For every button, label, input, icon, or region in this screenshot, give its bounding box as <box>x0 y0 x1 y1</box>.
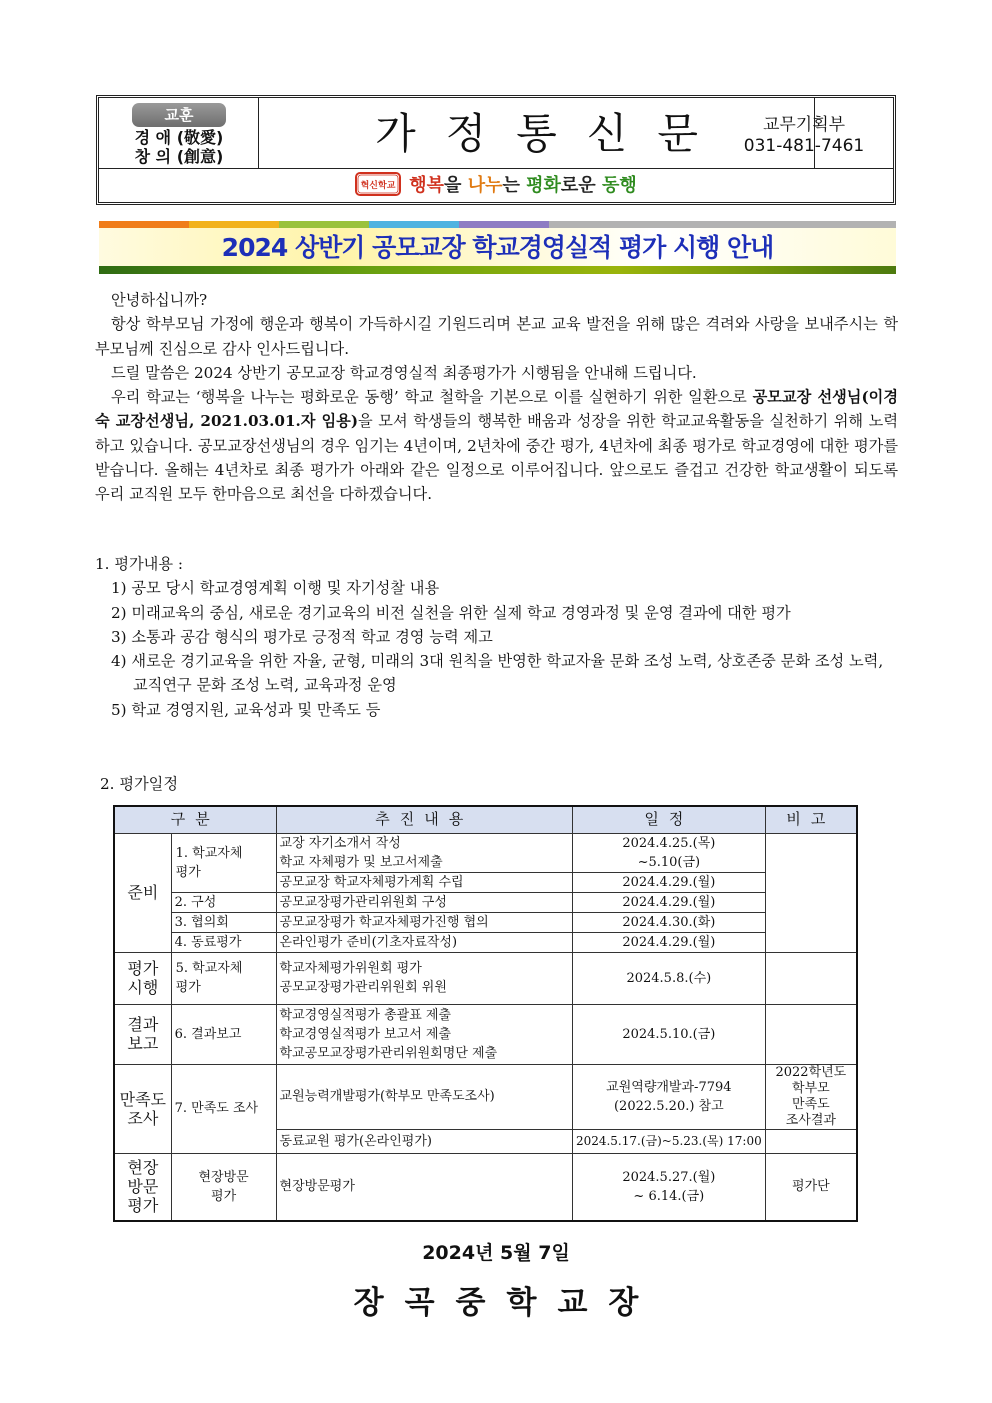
greeting: 안녕하십니까? <box>111 291 208 309</box>
date-cell: 2024.5.27.(월) ~ 6.14.(금) <box>572 1153 765 1221</box>
category-cell: 결과 보고 <box>114 1004 171 1064</box>
date-cell: 2024.4.25.(목) ~5.10(금) <box>572 833 765 872</box>
note-cell <box>765 1004 857 1064</box>
section-2-heading: 2. 평가일정 <box>100 775 179 793</box>
column-header: 비고 <box>765 806 857 833</box>
banner-color-stripe <box>99 221 896 228</box>
content-cell: 온라인평가 준비(기초자료작성) <box>276 932 572 952</box>
stripe-segment <box>549 221 896 228</box>
header-top-row <box>99 98 893 169</box>
content-cell: 학교경영실적평가 총괄표 제출 학교경영실적평가 보고서 제출 학교공모교장평가관리위원회명단 제출 <box>276 1004 572 1064</box>
school-slogan <box>99 169 893 202</box>
evaluation-schedule-table <box>113 805 858 1222</box>
letter-body <box>95 288 898 507</box>
table-header-row <box>114 806 857 833</box>
note-cell: 평가단 <box>765 1153 857 1221</box>
slogan-word: 나누 <box>467 175 503 196</box>
paragraph-3 <box>95 385 898 506</box>
motto-line-2: 창 의 (創意) <box>134 147 224 166</box>
date-cell: 2024.4.29.(월) <box>572 872 765 892</box>
table-row <box>114 1004 857 1064</box>
date-cell: 2024.4.29.(월) <box>572 892 765 912</box>
step-cell: 5. 학교자체 평가 <box>171 952 276 1004</box>
table-row <box>114 912 857 932</box>
column-header: 추진내용 <box>276 806 572 833</box>
content-cell: 공모교장평가관리위원회 구성 <box>276 892 572 912</box>
evaluation-item: 2) 미래교육의 중심, 새로운 경기교육의 비전 실천을 위한 실제 학교 경영과정 및 운영 결과에 대한 평가 <box>111 603 791 622</box>
evaluation-item: 3) 소통과 공감 형식의 평가로 긍정적 학교 경영 능력 제고 <box>111 627 493 646</box>
department-cell <box>743 98 893 169</box>
school-motto <box>99 98 259 169</box>
stripe-segment <box>99 221 189 228</box>
department-phone: 031-481-7461 <box>743 136 865 156</box>
category-cell: 평가 시행 <box>114 952 171 1004</box>
department-name: 교무기획부 <box>762 115 846 135</box>
stripe-segment <box>279 221 369 228</box>
evaluation-item: 4) 새로운 경기교육을 위한 자율, 균형, 미래의 3대 원칙을 반영한 학교자율 문화 조성 노력, 상호존중 문화 조성 노력, 교직연구 문화 조성 노력, 교육과정 운영 <box>111 652 884 695</box>
evaluation-item: 5) 학교 경영지원, 교육성과 및 만족도 등 <box>111 700 381 719</box>
content-cell: 동료교원 평가(온라인평가) <box>276 1129 572 1153</box>
slogan-word: 행복 <box>409 175 445 196</box>
slogan-word: 을 <box>444 175 468 196</box>
table-row <box>114 833 857 872</box>
principal-info: 공모교장 선생님(이경숙 교장선생님, 2021.03.01.자 임용) <box>95 388 899 431</box>
table-row <box>114 892 857 912</box>
column-header: 일정 <box>572 806 765 833</box>
content-cell: 학교자체평가위원회 평가 공모교장평가관리위원회 위원 <box>276 952 572 1004</box>
slogan-word: 동행 <box>601 175 637 196</box>
stripe-segment <box>459 221 549 228</box>
stripe-segment <box>189 221 279 228</box>
content-cell: 공모교장 학교자체평가계획 수립 <box>276 872 572 892</box>
column-header: 구분 <box>114 806 276 833</box>
step-cell: 1. 학교자체 평가 <box>171 833 276 892</box>
date-cell: 2024.4.29.(월) <box>572 932 765 952</box>
notice-title: 2024 상반기 공모교장 학교경영실적 평가 시행 안내 <box>99 228 896 266</box>
category-cell: 준비 <box>114 833 171 952</box>
paragraph-3-start: 우리 학교는 ‘행복을 나누는 평화로운 동행’ 학교 철학을 기본으로 이를 실현하기 위한 일환으로 <box>111 388 753 407</box>
content-cell: 현장방문평가 <box>276 1153 572 1221</box>
date-cell: 교원역량개발과-7794 (2022.5.20.) 참고 <box>572 1064 765 1129</box>
motto-line-1: 경 애 (敬愛) <box>134 128 224 147</box>
table-row <box>114 1153 857 1221</box>
content-cell: 교원능력개발평가(학부모 만족도조사) <box>276 1064 572 1129</box>
step-cell: 7. 만족도 조사 <box>171 1064 276 1153</box>
step-cell: 6. 결과보고 <box>171 1004 276 1064</box>
step-cell: 현장방문 평가 <box>171 1153 276 1221</box>
step-cell: 4. 동료평가 <box>171 932 276 952</box>
note-cell <box>765 833 857 952</box>
date-cell: 2024.5.17.(금)~5.23.(목) 17:00 <box>572 1129 765 1153</box>
date-cell: 2024.5.8.(수) <box>572 952 765 1004</box>
table-row <box>114 952 857 1004</box>
newsletter-title: 가정통신문 <box>375 109 728 158</box>
paragraph-3-end: 을 모셔 학생들의 행복한 배움과 성장을 위한 학교교육활동을 실천하기 위해 노력하고 있습니다. 공모교장선생님의 경우 임기는 4년이며, 2년차에 중간 평가, 4년차에 최종 평가로 학교경영에 대한 평가를 받습니다. 올해는 4년차로 최종 평가가 아래와 같은 일정으로 이루어집니다. 앞으로도 즐겁고 건강한 학교생활이 되도록 우리 교직원 모두 한마음으로 최선을 다하겠습니다. <box>95 412 898 504</box>
slogan-word: 는 <box>502 175 527 196</box>
step-cell: 3. 협의회 <box>171 912 276 932</box>
content-cell: 공모교장평가 학교자체평가진행 협의 <box>276 912 572 932</box>
note-cell <box>765 1129 857 1153</box>
slogan-word: 로운 <box>560 175 602 196</box>
date-cell: 2024.4.30.(화) <box>572 912 765 932</box>
table-row <box>114 1064 857 1129</box>
category-cell: 현장 방문 평가 <box>114 1153 171 1221</box>
school-principal-signature: 장곡중학교장 <box>353 1285 660 1321</box>
note-cell <box>765 952 857 1004</box>
issue-date: 2024년 5월 7일 <box>422 1242 570 1264</box>
note-cell: 2022학년도 학부모 만족도 조사결과 <box>765 1064 857 1129</box>
banner-bottom-bar <box>99 266 896 274</box>
evaluation-item: 1) 공모 당시 학교경영계획 이행 및 자기성찰 내용 <box>111 579 440 598</box>
evaluation-content-section <box>95 552 898 722</box>
svg-text:혁신학교: 혁신학교 <box>360 181 396 191</box>
evaluation-items <box>95 576 898 722</box>
innovation-school-stamp-icon <box>355 171 401 197</box>
section-1-heading: 1. 평가내용 : <box>95 555 183 573</box>
paragraph-2: 드릴 말씀은 2024 상반기 공모교장 학교경영실적 최종평가가 시행됨을 안내해 드립니다. <box>111 363 697 382</box>
motto-tag: 교훈 <box>132 103 226 127</box>
header-slogan-row <box>99 169 893 202</box>
slogan-word: 평화 <box>526 175 561 196</box>
category-cell: 만족도 조사 <box>114 1064 171 1153</box>
table-row <box>114 932 857 952</box>
paragraph-1: 항상 학부모님 가정에 행운과 행복이 가득하시길 기원드리며 본교 교육 발전을 위해 많은 격려와 사랑을 보내주시는 학부모님께 진심으로 감사 인사드립니다. <box>95 315 898 358</box>
date-cell: 2024.5.10.(금) <box>572 1004 765 1064</box>
stripe-segment <box>369 221 459 228</box>
step-cell: 2. 구성 <box>171 892 276 912</box>
newsletter-header <box>96 95 896 205</box>
content-cell: 교장 자기소개서 작성 학교 자체평가 및 보고서제출 <box>276 833 572 872</box>
